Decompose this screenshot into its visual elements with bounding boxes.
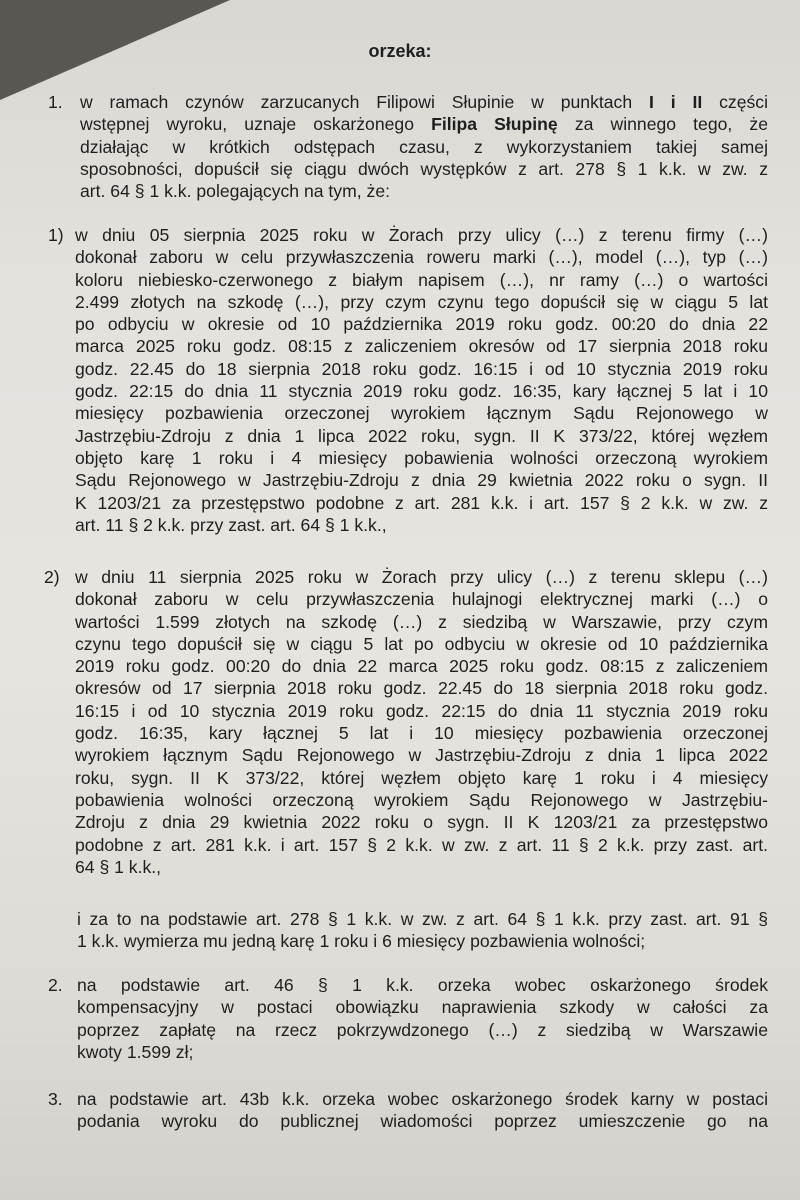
text-line: sposobności, dopuścił się ciągu dwóch występków z art. 278 § 1 k.k. w zw. z: [80, 158, 768, 179]
subparagraph-2: [75, 566, 768, 878]
text-line: pobawienia wolności orzeczoną wyrokiem Sądu Rejonowego w Jastrzębiu-: [75, 789, 768, 810]
text-line: po odbyciu w okresie od 10 października 2019 roku godz. 00:20 do dnia 22: [75, 314, 768, 335]
paragraph-2: [77, 974, 768, 1063]
paragraph-3: [77, 1088, 768, 1133]
text-line: Jastrzębiu-Zdroju z dnia 1 lipca 2022 roku, sygn. II K 373/22, której węzłem: [75, 425, 768, 446]
paragraph-1: [80, 91, 768, 202]
text-line: i za to na podstawie art. 278 § 1 k.k. w zw. z art. 64 § 1 k.k. przy zast. art. 91 §: [77, 909, 768, 929]
subparagraph-1: [75, 224, 768, 536]
text-line: art. 64 § 1 k.k. polegających na tym, że:: [80, 181, 391, 202]
text-line: godz. 22:15 do dnia 11 stycznia 2019 roku godz. 16:35, kary łącznej 5 lat i 10: [75, 381, 768, 402]
text-line: art. 11 § 2 k.k. przy zast. art. 64 § 1 k.k.,: [75, 514, 387, 535]
subitem-number-2: 2): [44, 567, 60, 587]
text-line: 64 § 1 k.k.,: [75, 856, 162, 877]
text-line: dokonał zaboru w celu przywłaszczenia hulajnogi elektrycznej marki (…) o: [75, 589, 768, 610]
text-line: 1 k.k. wymierza mu jedną karę 1 roku i 6 miesięcy pozbawienia wolności;: [77, 931, 646, 952]
text-line: działając w krótkich odstępach czasu, z wykorzystaniem takiej samej: [80, 136, 768, 157]
text-line: objęto karę 1 roku i 4 miesięcy pobawienia wolności orzeczoną wyrokiem: [75, 447, 768, 468]
item-number-3: 3.: [48, 1089, 63, 1109]
text-line: wyrokiem łącznym Sądu Rejonowego w Jastrzębiu-Zdroju z dnia 1 lipca 2022: [75, 745, 768, 766]
text-line: miesięcy pozbawienia orzeczonej wyrokiem łącznym Sądu Rejonowego w: [75, 403, 768, 424]
text-line: 2019 roku godz. 00:20 do dnia 22 marca 2025 roku godz. 08:15 z zaliczeniem: [75, 656, 768, 677]
penalty-paragraph: [77, 908, 768, 953]
text-line: czynu tego dopuścił się w ciągu 5 lat po odbyciu w okresie od 10 października: [75, 633, 768, 654]
text-line: marca 2025 roku godz. 08:15 z zaliczeniem okresów od 17 sierpnia 2018 roku: [75, 336, 768, 357]
text-line: wstępnej wyroku, uznaje oskarżonego Filipa Słupinę za winnego tego, że: [80, 114, 768, 135]
text-line: roku, sygn. II K 373/22, której węzłem objęto karę 1 roku i 4 miesięcy: [75, 767, 768, 788]
text-line: w ramach czynów zarzucanych Filipowi Słupinie w punktach I i II części: [80, 92, 768, 112]
text-line: koloru niebiesko-czerwonego z białym napisem (…), nr ramy (…) o wartości: [75, 269, 768, 290]
text-line: podobne z art. 281 k.k. i art. 157 § 2 k.k. w zw. z art. 11 § 2 k.k. przy zast. art.: [75, 834, 768, 855]
text-line: K 1203/21 za przestępstwo podobne z art. 281 k.k. i art. 157 § 2 k.k. w zw. z: [75, 492, 768, 513]
item-number-1: 1.: [48, 92, 63, 112]
text-line: kwoty 1.599 zł;: [77, 1041, 194, 1062]
text-line: na podstawie art. 46 § 1 k.k. orzeka wobec oskarżonego środek: [77, 975, 768, 995]
section-title: orzeka:: [368, 41, 432, 61]
text-line: Sądu Rejonowego w Jastrzębiu-Zdroju z dnia 29 kwietnia 2022 roku o sygn. II: [75, 470, 768, 491]
text-line: na podstawie art. 43b k.k. orzeka wobec oskarżonego środek karny w postaci: [77, 1089, 768, 1109]
item-number-2: 2.: [48, 975, 63, 995]
text-line: Zdroju z dnia 29 kwietnia 2022 roku o sygn. II K 1203/21 za przestępstwo: [75, 812, 768, 833]
text-line: w dniu 05 sierpnia 2025 roku w Żorach przy ulicy (…) z terenu firmy (…): [75, 225, 768, 245]
subitem-number-1: 1): [48, 225, 64, 245]
text-line: godz. 16:35, kary łącznej 5 lat i 10 miesięcy pozbawienia orzeczonej: [75, 723, 768, 744]
text-line: podania wyroku do publicznej wiadomości poprzez umieszczenie go na: [77, 1111, 768, 1132]
text-line: okresów od 17 sierpnia 2018 roku godz. 22.45 do 18 sierpnia 2018 roku godz.: [75, 678, 768, 699]
text-line: wartości 1.599 złotych na szkodę (…) z siedzibą w Warszawie, przy czym: [75, 611, 768, 632]
text-line: w dniu 11 sierpnia 2025 roku w Żorach przy ulicy (…) z terenu sklepu (…): [75, 567, 768, 587]
text-line: dokonał zaboru w celu przywłaszczenia roweru marki (…), model (…), typ (…): [75, 247, 768, 268]
text-line: kompensacyjny w postaci obowiązku naprawienia szkody w całości za: [77, 997, 768, 1018]
text-line: godz. 22.45 do 18 sierpnia 2018 roku godz. 16:15 i od 10 stycznia 2019 roku: [75, 358, 768, 379]
text-line: poprzez zapłatę na rzecz pokrzywdzonego (…) z siedzibą w Warszawie: [77, 1019, 768, 1040]
text-line: 2.499 złotych na szkodę (…), przy czym czynu tego dopuścił się w ciągu 5 lat: [75, 291, 768, 312]
text-line: 16:15 i od 10 stycznia 2019 roku godz. 22:15 do dnia 11 stycznia 2019 roku: [75, 700, 768, 721]
